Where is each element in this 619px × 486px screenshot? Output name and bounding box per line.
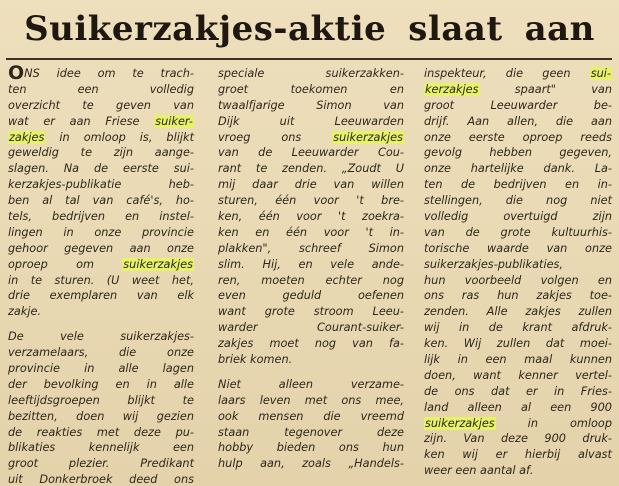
text-line: Niet alleen verzame- [218, 377, 404, 391]
text-line: twaalfjarige Simon van [218, 98, 404, 112]
text-line: want grote stroom Leeu- [218, 305, 404, 319]
text-line: hun voorbeeld volgen en [424, 273, 612, 287]
text-line: briek komen. [218, 353, 293, 367]
text-line: overzicht te geven van [8, 98, 194, 112]
text-line: zakjes in omloop is, blijkt [9, 130, 194, 144]
text-line: de reakties met deze pu- [8, 425, 194, 439]
text-line: ren, moeten echter nog [218, 273, 404, 287]
text-line: geweldig te zijn aange- [8, 146, 194, 160]
text-line: even geduld oefenen [218, 289, 404, 303]
highlighted-keyword: sui- [590, 67, 611, 80]
text-line: blikaties kennelijk een [8, 441, 194, 455]
headline-part-2: slaat [408, 9, 503, 49]
text-line: kerzakjes spaart" van [425, 82, 612, 96]
text-line: de ons dat er in Fries- [424, 384, 612, 398]
text-line: laars leven met ons mee, [218, 393, 404, 407]
article-column-1 [8, 62, 194, 486]
text-line: ken wij er hierbij alvast [424, 448, 612, 462]
highlighted-keyword: suikerzakjes [123, 257, 193, 271]
highlighted-keyword: zakjes [9, 130, 45, 144]
article-column-3 [424, 66, 612, 479]
text-line: gehoor gegeven aan onze [8, 241, 194, 255]
text-line: drie exemplaren van elk [8, 289, 194, 303]
text-line: vroeg ons suikerzakjes [218, 130, 403, 144]
text-line: ten de bedrijven en in- [424, 178, 612, 192]
headline [0, 4, 619, 54]
text-line: sturen, één voor 't bre- [218, 194, 404, 208]
text-line: zakje. [8, 305, 42, 319]
text-line: groet toekomen en [218, 82, 404, 96]
headline-part-3: aan [524, 9, 595, 49]
text-line: ken, één voor 't zoekra- [218, 210, 404, 224]
text-line: stellingen, die nog niet [424, 194, 612, 208]
text-line: staan tegenover deze [218, 425, 404, 439]
text-line: mij daar drie van willen [218, 178, 404, 192]
text-line: tels, bedrijven en instel- [8, 210, 194, 224]
text-line: provincie in alle lagen [8, 362, 194, 376]
text-line: oproep om suikerzakjes [8, 257, 193, 271]
text-line: rant te zenden. „Zoudt U [218, 162, 404, 176]
headline-rule [6, 58, 612, 60]
text-line: in te sturen. (U weet het, [8, 273, 194, 287]
text-line: torische waarde van onze [424, 241, 612, 255]
text-line: zijn. Van deze 900 druk- [424, 432, 612, 446]
text-line: kerzakjes-publikatie heb- [8, 178, 194, 192]
text-line: groot plezier. Predikant [8, 457, 194, 471]
text-line: warder Courant-suiker- [218, 321, 404, 335]
text-line: verzamelaars, die onze [8, 346, 194, 360]
text-line: ken en één voor 't in- [218, 225, 404, 239]
text-line: der bevolking en in alle [8, 377, 194, 391]
highlighted-keyword: kerzakjes [425, 82, 479, 96]
text-line: zakjes moet nog van fa- [218, 337, 404, 351]
text-line: land alleen al een 900 [424, 400, 612, 414]
text-line: onze eerste oproep reeds [424, 130, 612, 144]
text-line: volledig overtuigd zijn [424, 210, 612, 224]
text-line: ben al tal van café's, ho- [8, 194, 194, 208]
text-line: doen, want kenner vertel- [424, 368, 612, 382]
text-line: ten een volledig [8, 82, 194, 96]
text-line: plakken", schreef Simon [218, 241, 404, 255]
text-line: wij in de krant afdruk- [424, 321, 612, 335]
text-line: slim. Hij, en vele ande- [218, 257, 404, 271]
text-line: ons ras hun zakjes toe- [424, 289, 612, 303]
text-line: groot Leeuwarder be- [424, 98, 612, 112]
text-line: ook mensen die vreemd [218, 409, 404, 423]
text-line: van de Leeuwarder Cou- [218, 146, 404, 160]
text-line: De vele suikerzakjes- [8, 330, 194, 344]
text-line: ONS idee om te trach- [8, 62, 194, 84]
text-line: bezitten, doen wij gezien [8, 409, 194, 423]
text-line: lingen in onze provincie [8, 225, 194, 239]
text-line: gevolg hebben gegeven, [424, 146, 612, 160]
text-line: onze hartelijke dank. La- [424, 162, 612, 176]
text-line: inspekteur, die geen sui- [424, 67, 611, 80]
text-line: wat er aan Friese suiker- [8, 114, 193, 128]
article-column-2 [218, 66, 404, 472]
text-line: suikerzakjes in omloop [425, 416, 612, 430]
highlighted-keyword: suiker- [155, 114, 193, 128]
text-line: hobby bieden ons hun [218, 441, 404, 455]
text-line: zenden. Alle zakjes zullen [424, 305, 612, 319]
text-line: weer een aantal af. [424, 464, 534, 478]
text-line: hulp aan, zoals „Handels- [218, 457, 404, 471]
highlighted-keyword: suikerzakjes [425, 416, 495, 430]
text-line: leeftijdsgroepen blijkt te [8, 393, 194, 407]
text-line: uit Donkerbroek deed ons [8, 473, 194, 486]
text-line: suikerzakjes-publikaties, [424, 257, 564, 271]
highlighted-keyword: suikerzakjes [333, 130, 403, 144]
text-line: lijk in een maal kunnen [424, 353, 612, 367]
text-line: drijf. Aan allen, die aan [424, 114, 612, 128]
text-line: ken. Wij zullen dat moei- [424, 337, 612, 351]
drop-cap: O [8, 62, 25, 84]
text-line: Dijk uit Leeuwarden [218, 114, 404, 128]
text-line: van de grote kultuurhis- [424, 225, 612, 239]
text-line: slagen. Na de eerste sui- [8, 162, 194, 176]
headline-part-1: Suikerzakjes-aktie [24, 9, 387, 49]
text-line: speciale suikerzakken- [218, 67, 404, 80]
